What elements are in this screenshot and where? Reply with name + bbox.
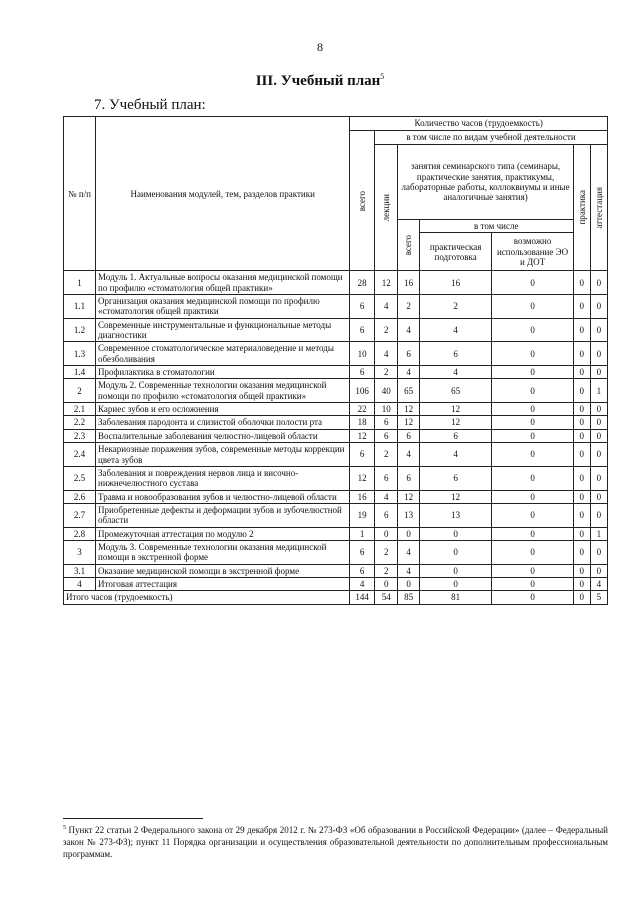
totals-lect: 54 [374, 591, 398, 604]
cell-practice: 0 [573, 466, 590, 490]
cell-lect: 6 [374, 429, 398, 442]
cell-sem: 0 [398, 527, 419, 540]
footnote-divider [63, 818, 203, 819]
section-title [0, 72, 640, 90]
cell-eo: 0 [492, 342, 573, 366]
cell-total: 6 [350, 366, 375, 379]
cell-name: Модуль 3. Современные технологии оказания медицинской помощи в экстренной форме [96, 540, 350, 564]
header-lectures: лекции [381, 194, 392, 222]
cell-prac: 4 [419, 366, 492, 379]
cell-sem: 4 [398, 443, 419, 467]
cell-eo: 0 [492, 443, 573, 467]
cell-total: 106 [350, 379, 375, 403]
topic-row [64, 342, 608, 366]
header-eo-dot: возможно использование ЭО и ДОТ [492, 233, 573, 271]
footnote-mark: 5 [380, 72, 385, 81]
cell-eo: 0 [492, 490, 573, 503]
cell-prac: 6 [419, 429, 492, 442]
cell-att: 0 [590, 342, 607, 366]
cell-num: 2.7 [64, 503, 96, 527]
cell-sem: 6 [398, 342, 419, 366]
cell-lect: 0 [374, 577, 398, 590]
cell-att: 0 [590, 271, 607, 295]
cell-practice: 0 [573, 403, 590, 416]
cell-lect: 2 [374, 443, 398, 467]
cell-total: 28 [350, 271, 375, 295]
cell-num: 3.1 [64, 564, 96, 577]
cell-att: 0 [590, 295, 607, 319]
totals-label: Итого часов (трудоемкость) [64, 591, 350, 604]
header-name: Наименования модулей, тем, разделов практики [96, 117, 350, 271]
cell-name: Модуль 2. Современные технологии оказания медицинской помощи по профилю «стоматология общей практики» [96, 379, 350, 403]
cell-prac: 12 [419, 416, 492, 429]
cell-sem: 12 [398, 416, 419, 429]
cell-num: 1.2 [64, 318, 96, 342]
totals-row [64, 591, 608, 604]
cell-sem: 4 [398, 366, 419, 379]
cell-name: Кариес зубов и его осложнения [96, 403, 350, 416]
cell-sem: 16 [398, 271, 419, 295]
cell-eo: 0 [492, 379, 573, 403]
cell-num: 2.2 [64, 416, 96, 429]
cell-eo: 0 [492, 503, 573, 527]
cell-sem: 4 [398, 540, 419, 564]
cell-total: 19 [350, 503, 375, 527]
cell-lect: 2 [374, 540, 398, 564]
header-hours: Количество часов (трудоемкость) [350, 117, 608, 131]
cell-total: 6 [350, 564, 375, 577]
cell-prac: 6 [419, 342, 492, 366]
cell-total: 6 [350, 443, 375, 467]
cell-name: Воспалительные заболевания челюстно-лицевой области [96, 429, 350, 442]
cell-att: 0 [590, 366, 607, 379]
cell-prac: 4 [419, 443, 492, 467]
topic-row [64, 564, 608, 577]
header-incl: в том числе [419, 220, 573, 233]
cell-total: 22 [350, 403, 375, 416]
cell-sem: 2 [398, 295, 419, 319]
topic-row [64, 429, 608, 442]
cell-total: 6 [350, 540, 375, 564]
cell-name: Заболевания и повреждения нервов лица и височно-нижнечелюстного сустава [96, 466, 350, 490]
header-sem-total: всего [403, 235, 414, 256]
cell-practice: 0 [573, 366, 590, 379]
header-total: всего [356, 190, 367, 211]
cell-lect: 6 [374, 466, 398, 490]
footnote [63, 824, 608, 860]
cell-att: 4 [590, 577, 607, 590]
cell-num: 1.1 [64, 295, 96, 319]
cell-name: Современные инструментальные и функциональные методы диагностики [96, 318, 350, 342]
cell-total: 6 [350, 295, 375, 319]
cell-practice: 0 [573, 271, 590, 295]
topic-row [64, 466, 608, 490]
cell-num: 1.3 [64, 342, 96, 366]
topic-row [64, 527, 608, 540]
cell-eo: 0 [492, 577, 573, 590]
cell-total: 18 [350, 416, 375, 429]
cell-total: 12 [350, 466, 375, 490]
header-attestation: аттестация [593, 186, 604, 229]
cell-lect: 10 [374, 403, 398, 416]
cell-practice: 0 [573, 443, 590, 467]
cell-att: 0 [590, 490, 607, 503]
cell-num: 2 [64, 379, 96, 403]
cell-name: Современное стоматологическое материаловедение и методы обезболивания [96, 342, 350, 366]
cell-eo: 0 [492, 318, 573, 342]
cell-name: Итоговая аттестация [96, 577, 350, 590]
cell-att: 0 [590, 466, 607, 490]
cell-name: Модуль 1. Актуальные вопросы оказания медицинской помощи по профилю «стоматология общей практики» [96, 271, 350, 295]
cell-prac: 12 [419, 403, 492, 416]
cell-name: Некариозные поражения зубов, современные методы коррекции цвета зубов [96, 443, 350, 467]
cell-total: 16 [350, 490, 375, 503]
cell-att: 0 [590, 540, 607, 564]
topic-row [64, 503, 608, 527]
page-number: 8 [317, 40, 323, 54]
topic-row [64, 443, 608, 467]
header-practical-training: практическая подготовка [419, 233, 492, 271]
cell-practice: 0 [573, 527, 590, 540]
curriculum-body [64, 271, 608, 604]
cell-practice: 0 [573, 577, 590, 590]
footnote-number: 5 [63, 825, 66, 831]
cell-sem: 6 [398, 466, 419, 490]
cell-eo: 0 [492, 527, 573, 540]
header-practice: практика [576, 190, 587, 225]
cell-att: 1 [590, 527, 607, 540]
cell-lect: 12 [374, 271, 398, 295]
cell-eo: 0 [492, 366, 573, 379]
cell-sem: 6 [398, 429, 419, 442]
cell-num: 3 [64, 540, 96, 564]
cell-prac: 0 [419, 577, 492, 590]
totals-prac: 81 [419, 591, 492, 604]
section-title-text: III. Учебный план [255, 73, 381, 89]
totals-att: 5 [590, 591, 607, 604]
topic-row [64, 416, 608, 429]
totals-practice: 0 [573, 591, 590, 604]
totals-sem: 85 [398, 591, 419, 604]
cell-num: 2.4 [64, 443, 96, 467]
cell-prac: 0 [419, 540, 492, 564]
topic-row [64, 295, 608, 319]
cell-sem: 4 [398, 564, 419, 577]
cell-lect: 4 [374, 295, 398, 319]
cell-eo: 0 [492, 403, 573, 416]
cell-eo: 0 [492, 466, 573, 490]
cell-eo: 0 [492, 564, 573, 577]
cell-lect: 0 [374, 527, 398, 540]
subtitle: 7. Учебный план: [94, 97, 206, 113]
cell-total: 12 [350, 429, 375, 442]
cell-lect: 4 [374, 342, 398, 366]
module-row [64, 577, 608, 590]
module-row [64, 271, 608, 295]
cell-num: 1.4 [64, 366, 96, 379]
cell-eo: 0 [492, 416, 573, 429]
header-seminar: занятия семинарского типа (семинары, практические занятия, практикумы, лабораторные работы, коллоквиумы и иные аналогичные занятия) [398, 145, 573, 220]
header-by-activity: в том числе по видам учебной деятельности [374, 131, 607, 145]
cell-name: Оказание медицинской помощи в экстренной форме [96, 564, 350, 577]
cell-lect: 6 [374, 503, 398, 527]
cell-num: 1 [64, 271, 96, 295]
cell-sem: 65 [398, 379, 419, 403]
cell-total: 6 [350, 318, 375, 342]
header-attestation-cell [590, 145, 607, 271]
footnote-text: Пункт 22 статьи 2 Федерального закона от 29 декабря 2012 г. № 273-ФЗ «Об образовании в Российской Федерации» (далее – Федеральный закон № 273-ФЗ); пункт 11 Порядка организации и осуществления образовательной деятельности по дополнительным профессиональным программам. [63, 825, 608, 860]
cell-eo: 0 [492, 271, 573, 295]
header-total-cell [350, 131, 375, 271]
cell-sem: 12 [398, 490, 419, 503]
cell-practice: 0 [573, 318, 590, 342]
cell-att: 0 [590, 318, 607, 342]
cell-total: 1 [350, 527, 375, 540]
module-row [64, 540, 608, 564]
cell-prac: 0 [419, 564, 492, 577]
cell-lect: 40 [374, 379, 398, 403]
totals-total: 144 [350, 591, 375, 604]
topic-row [64, 366, 608, 379]
cell-sem: 13 [398, 503, 419, 527]
cell-att: 0 [590, 564, 607, 577]
cell-practice: 0 [573, 490, 590, 503]
cell-prac: 6 [419, 466, 492, 490]
cell-name: Приобретенные дефекты и деформации зубов и зубочелюстной области [96, 503, 350, 527]
cell-lect: 2 [374, 366, 398, 379]
header-practice-cell [573, 145, 590, 271]
cell-num: 2.6 [64, 490, 96, 503]
module-row [64, 379, 608, 403]
cell-num: 2.5 [64, 466, 96, 490]
cell-practice: 0 [573, 503, 590, 527]
cell-name: Заболевания пародонта и слизистой оболочки полости рта [96, 416, 350, 429]
cell-total: 4 [350, 577, 375, 590]
cell-prac: 0 [419, 527, 492, 540]
header-lectures-cell [374, 145, 398, 271]
cell-total: 10 [350, 342, 375, 366]
topic-row [64, 403, 608, 416]
cell-num: 4 [64, 577, 96, 590]
cell-practice: 0 [573, 379, 590, 403]
cell-num: 2.3 [64, 429, 96, 442]
cell-practice: 0 [573, 564, 590, 577]
cell-prac: 2 [419, 295, 492, 319]
cell-lect: 4 [374, 490, 398, 503]
cell-att: 0 [590, 443, 607, 467]
cell-sem: 0 [398, 577, 419, 590]
cell-lect: 6 [374, 416, 398, 429]
cell-practice: 0 [573, 295, 590, 319]
cell-prac: 4 [419, 318, 492, 342]
cell-att: 1 [590, 379, 607, 403]
cell-sem: 4 [398, 318, 419, 342]
cell-att: 0 [590, 403, 607, 416]
cell-name: Травма и новообразования зубов и челюстно-лицевой области [96, 490, 350, 503]
totals-eo: 0 [492, 591, 573, 604]
cell-name: Промежуточная аттестация по модулю 2 [96, 527, 350, 540]
cell-name: Профилактика в стоматологии [96, 366, 350, 379]
cell-prac: 12 [419, 490, 492, 503]
cell-eo: 0 [492, 429, 573, 442]
cell-num: 2.1 [64, 403, 96, 416]
cell-prac: 13 [419, 503, 492, 527]
cell-prac: 16 [419, 271, 492, 295]
cell-sem: 12 [398, 403, 419, 416]
header-sem-total-cell [398, 220, 419, 271]
cell-lect: 2 [374, 564, 398, 577]
curriculum-table [63, 116, 608, 605]
topic-row [64, 490, 608, 503]
cell-practice: 0 [573, 416, 590, 429]
cell-att: 0 [590, 416, 607, 429]
cell-num: 2.8 [64, 527, 96, 540]
cell-att: 0 [590, 429, 607, 442]
cell-eo: 0 [492, 540, 573, 564]
cell-lect: 2 [374, 318, 398, 342]
cell-practice: 0 [573, 342, 590, 366]
cell-prac: 65 [419, 379, 492, 403]
cell-name: Организация оказания медицинской помощи по профилю «стоматология общей практики [96, 295, 350, 319]
cell-practice: 0 [573, 540, 590, 564]
cell-eo: 0 [492, 295, 573, 319]
topic-row [64, 318, 608, 342]
header-num: № п/п [64, 117, 96, 271]
cell-practice: 0 [573, 429, 590, 442]
cell-att: 0 [590, 503, 607, 527]
